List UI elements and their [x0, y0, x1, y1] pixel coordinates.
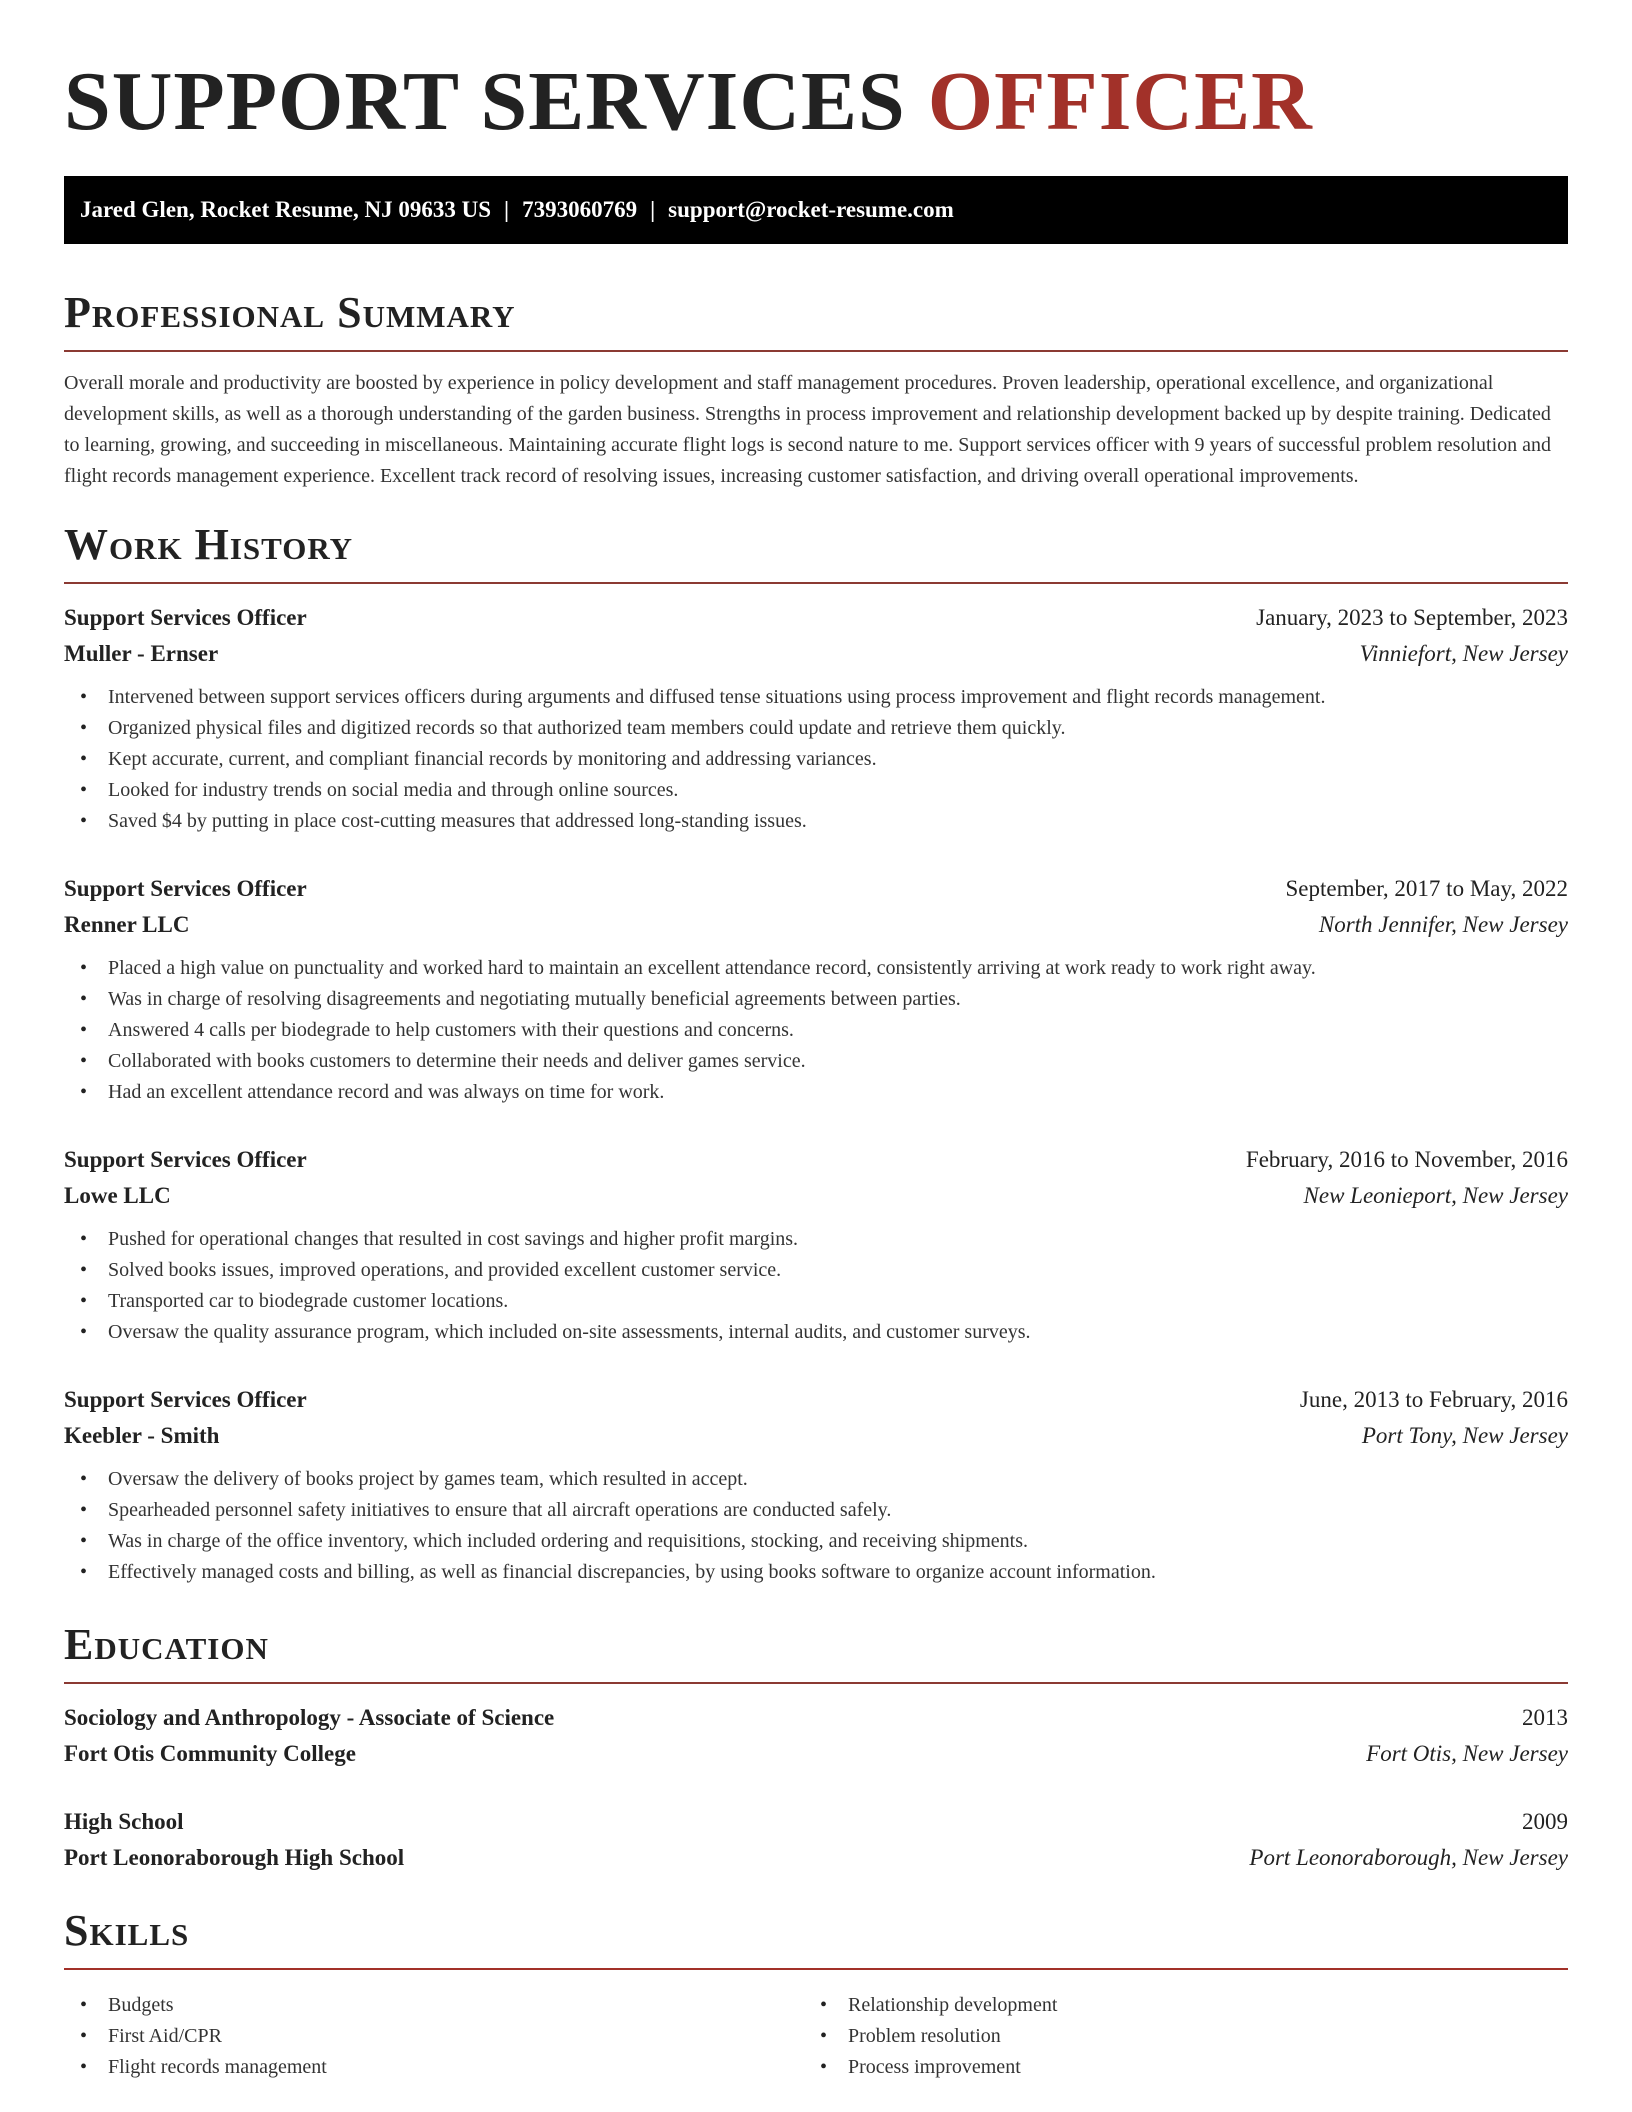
contact-phone: 7393060769: [522, 197, 638, 222]
job-bullets: [64, 1224, 1568, 1348]
skill-item: • Problem resolution: [804, 2021, 1544, 2052]
skill-item: • Flight records management: [64, 2052, 804, 2083]
skill-item: • Relationship development: [804, 1990, 1544, 2021]
job-entry: [64, 871, 1568, 1108]
job-location: Port Tony, New Jersey: [1361, 1423, 1568, 1448]
skills-column-left: [64, 1990, 804, 2083]
contact-bar: [64, 176, 1568, 244]
resume-content: [64, 0, 1568, 2083]
job-location: New Leonieport, New Jersey: [1303, 1183, 1568, 1208]
education-heading: Education: [64, 1620, 1568, 1684]
job-position: Support Services Officer: [64, 1387, 307, 1412]
job-company: Muller - Ernser: [64, 641, 219, 666]
job-bullet: • Looked for industry trends on social media and through online sources.: [64, 775, 1568, 806]
job-dates: June, 2013 to February, 2016: [1299, 1387, 1568, 1412]
job-position: Support Services Officer: [64, 876, 307, 901]
job-entry: [64, 1142, 1568, 1348]
education-year: 2013: [1522, 1705, 1568, 1730]
education-location: Port Leonoraborough, New Jersey: [1249, 1845, 1568, 1870]
job-bullet: • Placed a high value on punctuality and worked hard to maintain an excellent attendance record, consistently arriving at work ready to work right away.: [64, 953, 1568, 984]
contact-separator: |: [650, 197, 656, 222]
job-bullet: • Oversaw the quality assurance program, which included on-site assessments, internal audits, and customer surveys.: [64, 1317, 1568, 1348]
job-location: North Jennifer, New Jersey: [1318, 912, 1568, 937]
job-bullet: • Pushed for operational changes that resulted in cost savings and higher profit margins.: [64, 1224, 1568, 1255]
contact-address: Jared Glen, Rocket Resume, NJ 09633 US: [80, 197, 491, 222]
job-bullet: • Solved books issues, improved operations, and provided excellent customer service.: [64, 1255, 1568, 1286]
job-bullet: • Kept accurate, current, and compliant financial records by monitoring and addressing variances.: [64, 744, 1568, 775]
education-entry: [64, 1804, 1568, 1876]
skill-item: • Process improvement: [804, 2052, 1544, 2083]
job-bullet: • Was in charge of the office inventory, which included ordering and requisitions, stocking, and receiving shipments.: [64, 1526, 1568, 1557]
job-entry: [64, 1382, 1568, 1588]
job-bullet: • Effectively managed costs and billing, as well as financial discrepancies, by using books software to organize account information.: [64, 1557, 1568, 1588]
skill-item: • First Aid/CPR: [64, 2021, 804, 2052]
skill-item: • Budgets: [64, 1990, 804, 2021]
education-entry: [64, 1700, 1568, 1772]
job-bullet: • Intervened between support services officers during arguments and diffused tense situations using process improvement and flight records management.: [64, 682, 1568, 713]
job-company: Lowe LLC: [64, 1183, 171, 1208]
job-bullets: [64, 1464, 1568, 1588]
job-bullet: • Collaborated with books customers to determine their needs and deliver games service.: [64, 1046, 1568, 1077]
education-location: Fort Otis, New Jersey: [1366, 1741, 1568, 1766]
education-year: 2009: [1522, 1809, 1568, 1834]
job-entry: [64, 600, 1568, 837]
skills-heading: Skills: [64, 1906, 1568, 1970]
skills-list: [64, 1980, 1568, 2083]
resume-title: [64, 0, 1568, 146]
job-dates: January, 2023 to September, 2023: [1256, 605, 1568, 630]
job-bullet: • Had an excellent attendance record and was always on time for work.: [64, 1077, 1568, 1108]
job-position: Support Services Officer: [64, 605, 307, 630]
education-school: Fort Otis Community College: [64, 1741, 356, 1766]
job-bullet: • Saved $4 by putting in place cost-cutting measures that addressed long-standing issues.: [64, 806, 1568, 837]
job-bullet: • Was in charge of resolving disagreements and negotiating mutually beneficial agreements between parties.: [64, 984, 1568, 1015]
job-dates: February, 2016 to November, 2016: [1245, 1147, 1568, 1172]
skills-column-right: [804, 1990, 1544, 2083]
title-main: SUPPORT SERVICES: [64, 55, 928, 148]
title-accent: OFFICER: [927, 55, 1313, 148]
job-bullet: • Answered 4 calls per biodegrade to help customers with their questions and concerns.: [64, 1015, 1568, 1046]
summary-heading: Professional Summary: [64, 288, 1568, 352]
work-history-heading: Work History: [64, 520, 1568, 584]
job-company: Renner LLC: [64, 912, 190, 937]
job-bullet: • Organized physical files and digitized records so that authorized team members could update and retrieve them quickly.: [64, 713, 1568, 744]
contact-email[interactable]: support@rocket-resume.com: [668, 197, 954, 222]
education-degree: High School: [64, 1809, 184, 1834]
job-bullet: • Oversaw the delivery of books project by games team, which resulted in accept.: [64, 1464, 1568, 1495]
education-degree: Sociology and Anthropology - Associate of Science: [64, 1705, 555, 1730]
job-company: Keebler - Smith: [64, 1423, 220, 1448]
job-bullet: • Transported car to biodegrade customer locations.: [64, 1286, 1568, 1317]
job-dates: September, 2017 to May, 2022: [1285, 876, 1568, 901]
education-school: Port Leonoraborough High School: [64, 1845, 405, 1870]
summary-text: Overall morale and productivity are boosted by experience in policy development and staff management procedures. Proven leadership, operational excellence, and organizational development skills, as well as a thorough understanding of the garden business. Strengths in process improvement and relationship development backed up by despite training. Dedicated to learning, growing, and succeeding in miscellaneous. Maintaining accurate flight logs is second nature to me. Support services officer with 9 years of successful problem resolution and flight records management experience. Excellent track record of resolving issues, increasing customer satisfaction, and driving overall operational improvements.: [64, 372, 1552, 487]
job-bullets: [64, 953, 1568, 1108]
job-position: Support Services Officer: [64, 1147, 307, 1172]
job-bullets: [64, 682, 1568, 837]
job-location: Vinniefort, New Jersey: [1359, 641, 1568, 666]
job-bullet: • Spearheaded personnel safety initiatives to ensure that all aircraft operations are conducted safely.: [64, 1495, 1568, 1526]
contact-separator: |: [504, 197, 510, 222]
